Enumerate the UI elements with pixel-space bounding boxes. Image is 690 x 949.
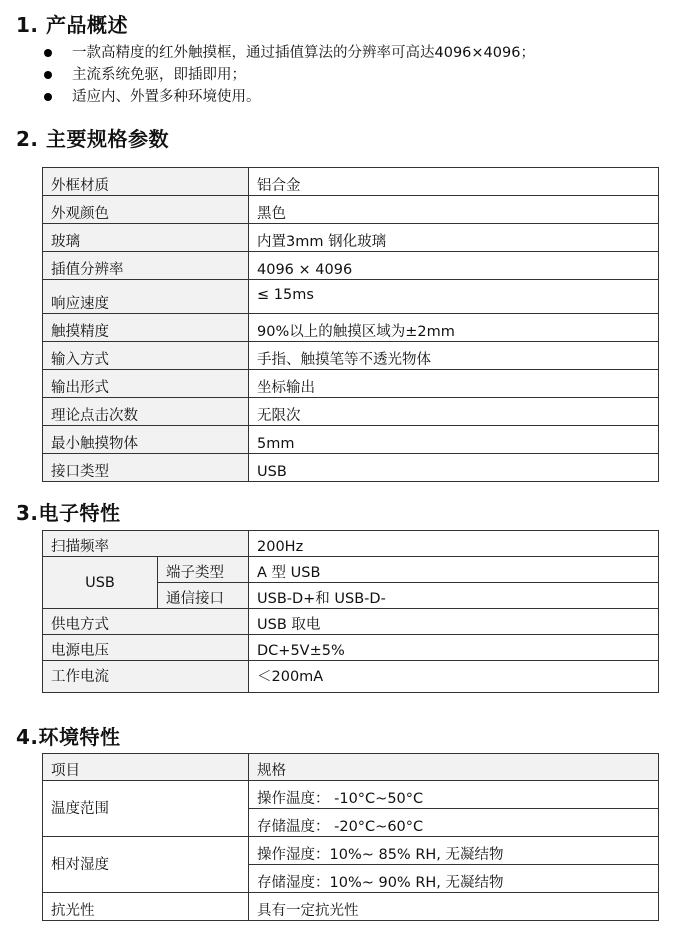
table-row: 触摸精度 90%以上的触摸区域为±2mm [43, 314, 659, 342]
table-row: 项目 规格 [43, 754, 659, 781]
table-row: 外框材质 铝合金 [43, 168, 659, 196]
table-row: 相对湿度 操作湿度：10%~ 85% RH, 无凝结物 [43, 837, 659, 865]
list-item: 适应内、外置多种环境使用。 [36, 86, 535, 108]
table-row: 供电方式 USB 取电 [43, 609, 659, 635]
section-title-overview: 1. 产品概述 [16, 13, 128, 37]
table-row: 扫描频率 200Hz [43, 531, 659, 557]
table-row: 电源电压 DC+5V±5% [43, 635, 659, 661]
table-row: 温度范围 操作温度： -10°C~50°C [43, 781, 659, 809]
table-row: 存储温度： -20°C~60°C [43, 809, 659, 837]
table-row: 输出形式 坐标输出 [43, 370, 659, 398]
table-row: 插值分辨率 4096 × 4096 [43, 252, 659, 280]
table-row: 抗光性 具有一定抗光性 [43, 893, 659, 921]
table-row: 响应速度 ≤ 15ms [43, 280, 659, 314]
bullet-icon [44, 93, 52, 101]
bullet-icon [44, 71, 52, 79]
table-row: 理论点击次数 无限次 [43, 398, 659, 426]
table-row: 外观颜色 黑色 [43, 196, 659, 224]
specs-table [42, 167, 659, 482]
table-row: USB 端子类型 A 型 USB [43, 557, 659, 583]
table-row: 通信接口 USB-D+和 USB-D- [43, 583, 659, 609]
section-title-environment: 4.环境特性 [16, 725, 121, 749]
table-row: 工作电流 ＜200mA [43, 661, 659, 693]
table-row: 玻璃 内置3mm 钢化玻璃 [43, 224, 659, 252]
overview-list [36, 42, 535, 108]
table-row: 接口类型 USB [43, 454, 659, 482]
bullet-icon [44, 49, 52, 57]
section-title-electrical: 3.电子特性 [16, 501, 121, 525]
table-row: 输入方式 手指、触摸笔等不透光物体 [43, 342, 659, 370]
environment-table [42, 753, 659, 921]
list-item: 主流系统免驱，即插即用； [36, 64, 535, 86]
table-row: 最小触摸物体 5mm [43, 426, 659, 454]
usb-group-label: USB [43, 557, 158, 609]
section-title-specs: 2. 主要规格参数 [16, 127, 169, 151]
electrical-table [42, 530, 659, 693]
table-row: 存储湿度：10%~ 90% RH, 无凝结物 [43, 865, 659, 893]
list-item: 一款高精度的红外触摸框，通过插值算法的分辨率可高达4096×4096； [36, 42, 535, 64]
